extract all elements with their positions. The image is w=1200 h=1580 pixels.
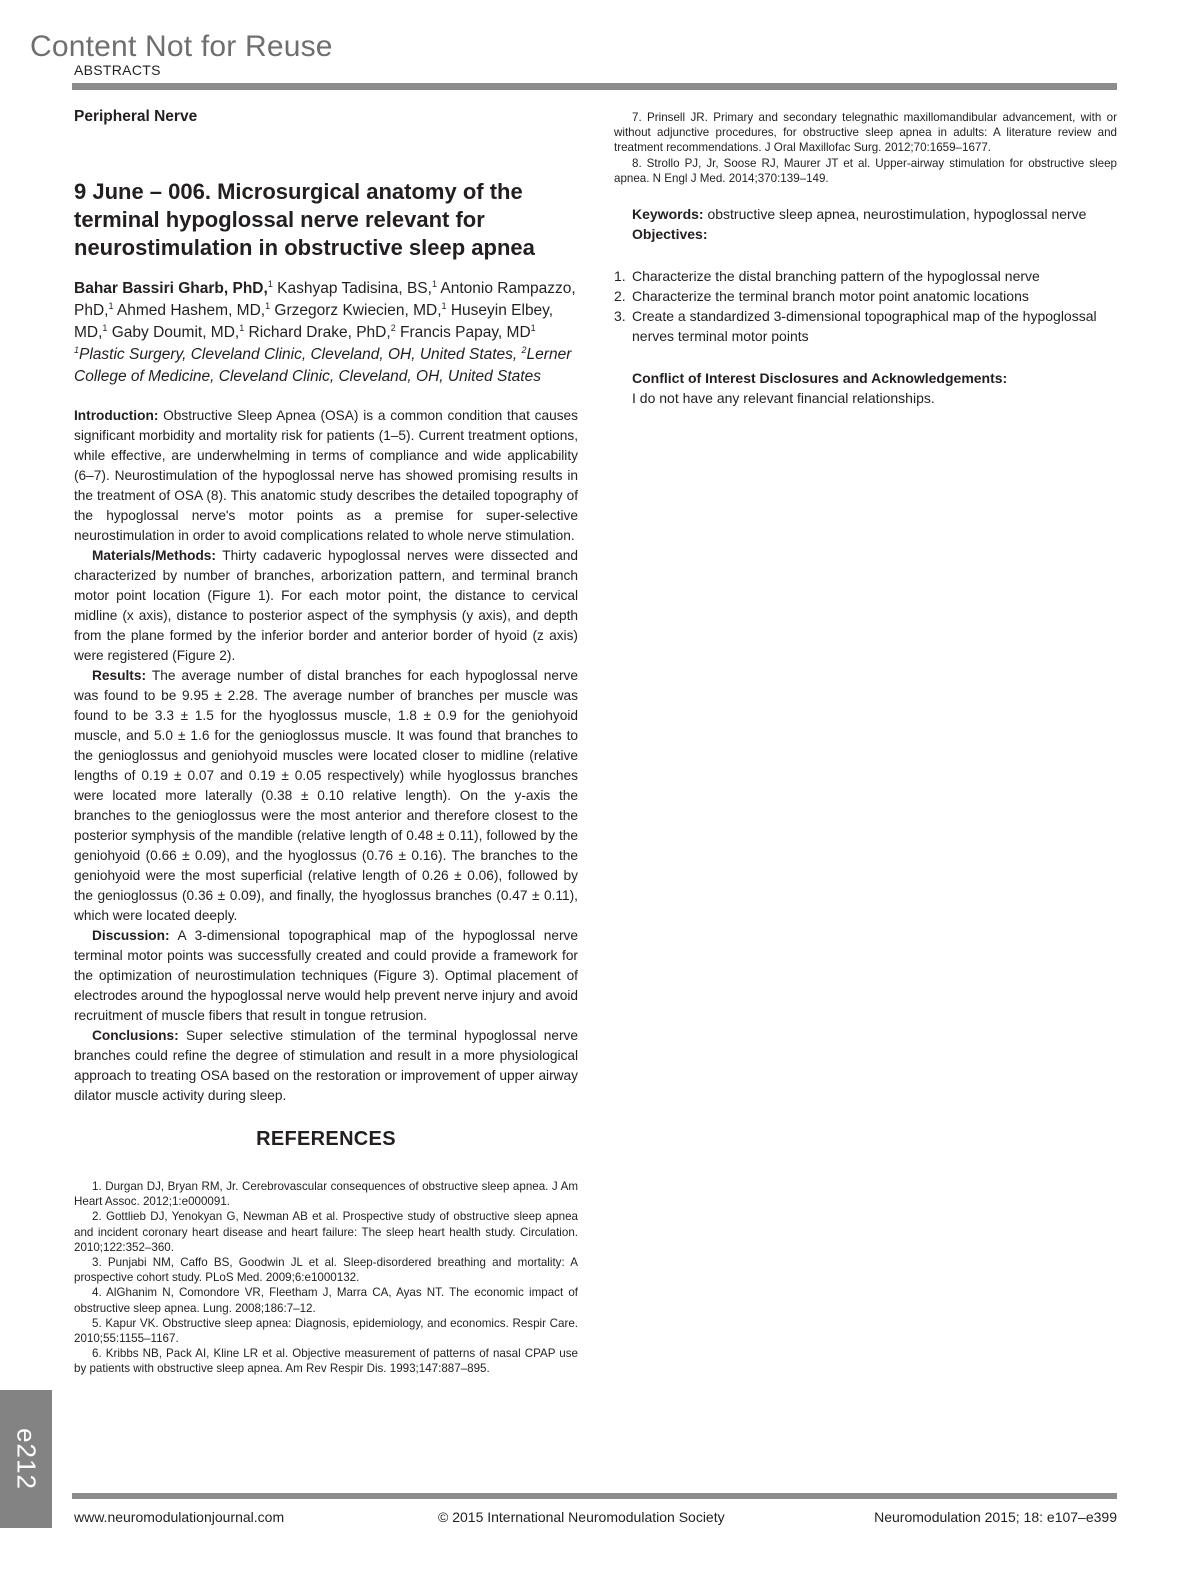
- abstract-title: 9 June – 006. Microsurgical anatomy of the terminal hypoglossal nerve relevant for neurostimulation in obstructive sleep apnea: [74, 179, 535, 260]
- objectives-heading: Objectives:: [632, 226, 708, 243]
- coi-text: I do not have any relevant financial relationships.: [632, 390, 935, 407]
- para-text: Obstructive Sleep Apnea (OSA) is a common condition that causes significant morbidity and mortality risk for patients (1–5). Current treatment options, while effective, are underwhelming in terms of compliance and wide applicability (6–7). Neurostimulation of the hypoglossal nerve has showed promising results in the treatment of OSA (8). This anatomic study describes the detailed topography of the hypoglossal nerve's motor points as a premise for super-selective neurostimulation in order to avoid complications related to whole nerve stimulation.: [74, 408, 578, 543]
- reference-item: 8. Strollo PJ, Jr, Soose RJ, Maurer JT et al. Upper-airway stimulation for obstructive sleep apnea. N Engl J Med. 2014;370:139–149.: [614, 156, 1117, 185]
- section-label: Peripheral Nerve: [74, 108, 198, 125]
- author-sup: 1: [265, 300, 271, 311]
- author-sup: 2: [390, 322, 396, 333]
- para-text: The average number of distal branches for each hypoglossal nerve was found to be 9.95 ± 2.28. The average number of branches per muscle was found to be 3.3 ± 1.5 for the hyoglossus muscle, 1.8 ± 0.9 for the geniohyoid muscle, and 5.0 ± 1.6 for the genioglossus muscle. It was found that branches to the genioglossus and geniohyoid muscles were located closer to midline (relative lengths of 0.19 ± 0.07 and 0.19 ± 0.05 respectively) while hyoglossus branches were located more laterally (0.38 ± 0.10 relative length). On the y-axis the branches to the genioglossus were the most anterior and therefore closest to the posterior symphysis of the mandible (relative length of 0.48 ± 0.11), followed by the geniohyoid (0.66 ± 0.09), and the hyoglossus (0.76 ± 0.16). The branches to the geniohyoid were the most superficial (relative length of 0.26 ± 0.06), followed by the genioglossus (0.36 ± 0.09), and finally, the hyoglossus branches (0.47 ± 0.11), which were located deeply.: [74, 668, 578, 923]
- keywords-label: Keywords:: [632, 206, 704, 223]
- objective-number: 2.: [614, 288, 626, 305]
- author: Francis Papay, MD: [395, 324, 531, 341]
- right-column: [614, 110, 1117, 408]
- bottom-rule: [72, 1493, 1117, 1499]
- author-sup: 1: [102, 322, 108, 333]
- keywords: [614, 204, 1117, 224]
- reference-item: 2. Gottlieb DJ, Yenokyan G, Newman AB et al. Prospective study of obstructive sleep apnea and incident coronary heart disease and heart failure: The sleep heart health study. Circulation. 2010;122:352–360.: [74, 1210, 578, 1254]
- author: Grzegorz Kwiecien, MD,: [270, 302, 442, 319]
- reference-item: 7. Prinsell JR. Primary and secondary telegnathic maxillomandibular advancement, with or without adjunctive procedures, for obstructive sleep apnea in adults: A literature review and treatment recommendations. J Oral Maxillofac Surg. 2012;70:1659–1677.: [614, 111, 1117, 155]
- author-sup: 1: [108, 300, 114, 311]
- conclusions-paragraph: [74, 1026, 578, 1106]
- left-column: [74, 108, 578, 1377]
- author: Richard Drake, PhD,: [244, 324, 391, 341]
- para-text: Super selective stimulation of the terminal hypoglossal nerve branches could refine the degree of stimulation and result in a more physiological approach to treating OSA based on the restoration or improvement of upper airway dilator muscle activity during sleep.: [74, 1028, 578, 1103]
- objective-item: [614, 286, 1117, 306]
- objectives-list: [614, 266, 1117, 346]
- author: Huseyin Elbey, MD,: [74, 302, 554, 341]
- results-paragraph: [74, 666, 578, 926]
- author-sup: 1: [431, 278, 437, 289]
- author-list: [74, 278, 578, 344]
- footer-citation: Neuromodulation 2015; 18: e107–e399: [874, 1509, 1117, 1525]
- affiliation-1: Plastic Surgery, Cleveland Clinic, Cleveland, OH, United States,: [79, 346, 522, 363]
- affiliation-2: Lerner College of Medicine, Cleveland Clinic, Cleveland, OH, United States: [74, 346, 572, 385]
- author: Ahmed Hashem, MD,: [113, 302, 266, 319]
- page-number-tab: [0, 1390, 52, 1528]
- para-label: Introduction:: [74, 408, 159, 423]
- footer-url[interactable]: www.neuromodulationjournal.com: [74, 1509, 285, 1525]
- running-header: ABSTRACTS: [74, 62, 161, 78]
- para-label: Materials/Methods:: [92, 548, 216, 563]
- references-heading: REFERENCES: [256, 1128, 396, 1150]
- para-text: Thirty cadaveric hypoglossal nerves were dissected and characterized by number of branches, arborization pattern, and terminal branch motor point location (Figure 1). For each motor point, the distance to cervical midline (x axis), distance to posterior aspect of the symphysis (y axis), and depth from the plane formed by the inferior border and anterior border of hyoid (z axis) were registered (Figure 2).: [74, 548, 578, 663]
- para-label: Conclusions:: [92, 1028, 179, 1043]
- first-author: Bahar Bassiri Gharb, PhD,: [74, 280, 268, 297]
- reference-item: 6. Kribbs NB, Pack AI, Kline LR et al. Objective measurement of patterns of nasal CPAP use by patients with obstructive sleep apnea. Am Rev Respir Dis. 1993;147:887–895.: [74, 1347, 578, 1376]
- keywords-text: obstructive sleep apnea, neurostimulation, hypoglossal nerve: [703, 206, 1087, 223]
- top-rule: [72, 83, 1117, 90]
- objective-number: 1.: [614, 268, 626, 285]
- reference-item: 4. AlGhanim N, Comondore VR, Fleetham J, Marra CA, Ayas NT. The economic impact of obstructive sleep apnea. Lung. 2008;186:7–12.: [74, 1286, 578, 1315]
- affil-sup: 2: [521, 344, 527, 355]
- affiliations: [74, 344, 578, 388]
- para-label: Discussion:: [92, 928, 170, 943]
- author: Kashyap Tadisina, BS,: [272, 280, 432, 297]
- objective-item: [614, 306, 1117, 346]
- discussion-paragraph: [74, 926, 578, 1026]
- coi-heading: Conflict of Interest Disclosures and Acknowledgements:: [632, 370, 1008, 387]
- footer-copyright: © 2015 International Neuromodulation Society: [438, 1509, 725, 1525]
- objective-text: Characterize the distal branching pattern of the hypoglossal nerve: [632, 268, 1040, 285]
- author-sup: 1: [267, 278, 273, 289]
- watermark: Content Not for Reuse: [30, 30, 333, 63]
- author-sup: 1: [441, 300, 447, 311]
- affil-sup: 1: [74, 344, 80, 355]
- objective-text: Create a standardized 3-dimensional topographical map of the hypoglossal nerves terminal motor points: [632, 308, 1097, 345]
- objective-text: Characterize the terminal branch motor point anatomic locations: [632, 288, 1029, 305]
- page-number: e212: [11, 1428, 42, 1490]
- author: Gaby Doumit, MD,: [107, 324, 240, 341]
- author: Antonio Rampazzo, PhD,: [74, 280, 576, 319]
- author-sup: 1: [239, 322, 245, 333]
- reference-item: 3. Punjabi NM, Caffo BS, Goodwin JL et al. Sleep-disordered breathing and mortality: A prospective cohort study. PLoS Med. 2009;6:e1000132.: [74, 1256, 578, 1285]
- reference-item: 1. Durgan DJ, Bryan RM, Jr. Cerebrovascular consequences of obstructive sleep apnea. J Am Heart Assoc. 2012;1:e000091.: [74, 1180, 578, 1209]
- author-sup: 1: [530, 322, 536, 333]
- objective-item: [614, 266, 1117, 286]
- methods-paragraph: [74, 546, 578, 666]
- para-label: Results:: [92, 668, 147, 683]
- para-text: A 3-dimensional topographical map of the hypoglossal nerve terminal motor points was successfully created and could provide a framework for the optimization of neurostimulation techniques (Figure 3). Optimal placement of electrodes around the hypoglossal nerve would help prevent nerve injury and avoid recruitment of muscle fibers that result in tongue retrusion.: [74, 928, 578, 1023]
- introduction-paragraph: [74, 406, 578, 546]
- reference-item: 5. Kapur VK. Obstructive sleep apnea: Diagnosis, epidemiology, and economics. Respir Care. 2010;55:1155–1167.: [74, 1316, 578, 1346]
- objective-number: 3.: [614, 308, 626, 325]
